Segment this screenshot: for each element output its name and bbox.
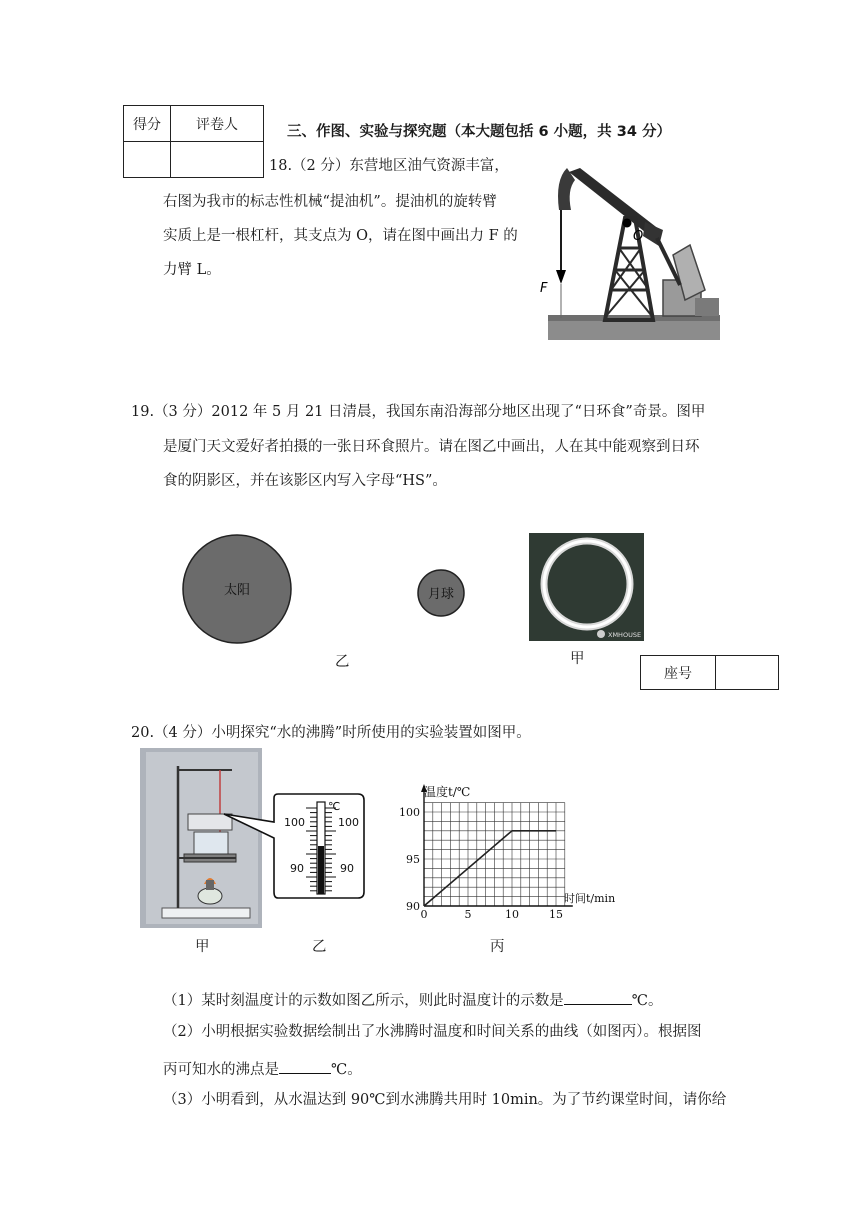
q18-line2: 右图为我市的标志性机械“提油机”。提油机的旋转臂 — [163, 194, 497, 210]
chart-xlabel: 时间t/min — [564, 892, 616, 905]
q18-line3: 实质上是一根杠杆，其支点为 O，请在图中画出力 F 的 — [163, 228, 518, 244]
thermometer-unit: ℃ — [328, 800, 341, 813]
temperature-time-chart — [388, 780, 628, 920]
thermo-left-100: 100 — [284, 816, 305, 829]
seat-input[interactable] — [716, 656, 779, 690]
fig-yi-label-q19: 乙 — [335, 654, 350, 670]
chart-y-tick-label: 95 — [406, 853, 420, 866]
fulcrum-label: O — [633, 229, 644, 244]
photo-watermark: XMHOUSE — [608, 631, 642, 639]
sun-label: 太阳 — [223, 583, 251, 598]
thermometer-mercury — [318, 846, 324, 894]
seat-table — [640, 655, 779, 690]
section-title: 三、作图、实验与探究题（本大题包括 6 小题，共 34 分） — [287, 124, 671, 140]
fig-jia-label-q20: 甲 — [195, 939, 210, 955]
score-table — [123, 105, 264, 178]
q19-line1: 19.（3 分）2012 年 5 月 21 日清晨，我国东南沿海部分地区出现了“日环食”奇景。图甲 — [131, 404, 706, 420]
fig-jia-label-q19: 甲 — [570, 651, 585, 667]
eclipse-photo — [529, 533, 644, 641]
thermo-right-100: 100 — [338, 816, 359, 829]
fig-bing-label: 丙 — [490, 939, 505, 955]
q20-part1 — [163, 990, 662, 1009]
q20-part2-unit: ℃。 — [331, 1062, 362, 1078]
chart-x-tick-label: 10 — [505, 908, 519, 921]
pumpjack-figure — [540, 160, 725, 342]
chart-x-tick-label: 15 — [549, 908, 563, 921]
seat-label: 座号 — [641, 656, 716, 690]
thermo-right-90: 90 — [340, 862, 354, 875]
score-cell[interactable] — [124, 142, 171, 178]
fig-yi-label-q20: 乙 — [312, 939, 327, 955]
q20-part3-line1: （3）小明看到，从水温达到 90℃到水沸腾共用时 10min。为了节约课堂时间，请你给 — [163, 1092, 727, 1108]
chart-ylabel: 温度t/℃ — [424, 785, 471, 799]
q20-part2-text: 丙可知水的沸点是 — [163, 1062, 279, 1078]
q20-part1-text: （1）某时刻温度计的示数如图乙所示，则此时温度计的示数是 — [163, 993, 564, 1009]
sun-moon-diagram[interactable] — [175, 530, 475, 650]
q20-part2-line2 — [163, 1059, 362, 1078]
chart-x-tick-label: 5 — [464, 908, 472, 921]
force-label: F — [540, 281, 548, 296]
q18-line1: 18.（2 分）东营地区油气资源丰富， — [269, 158, 509, 174]
part2-answer-blank[interactable] — [279, 1059, 331, 1074]
thermo-left-90: 90 — [290, 862, 304, 875]
q20-part2-line1: （2）小明根据实验数据绘制出了水沸腾时温度和时间关系的曲线（如图丙）。根据图 — [163, 1024, 702, 1040]
thermometer-callout — [220, 788, 368, 900]
q20-part1-unit: ℃。 — [631, 993, 663, 1009]
q19-line2: 是厦门天文爱好者拍摄的一张日环食照片。请在图乙中画出，人在其中能观察到日环 — [163, 439, 700, 455]
moon-label: 月球 — [427, 587, 455, 602]
q20-line1: 20.（4 分）小明探究“水的沸腾”时所使用的实验装置如图甲。 — [131, 725, 531, 741]
chart-y-tick-label: 100 — [399, 806, 420, 819]
chart-y-tick-label: 90 — [406, 900, 420, 913]
score-label: 得分 — [124, 106, 171, 142]
q18-line4: 力臂 L。 — [163, 262, 221, 278]
grader-label: 评卷人 — [171, 106, 264, 142]
q19-line3: 食的阴影区，并在该影区内写入字母“HS”。 — [163, 473, 447, 489]
grader-cell[interactable] — [171, 142, 264, 178]
part1-answer-blank[interactable] — [564, 990, 632, 1005]
chart-x-tick-label: 0 — [420, 908, 428, 921]
